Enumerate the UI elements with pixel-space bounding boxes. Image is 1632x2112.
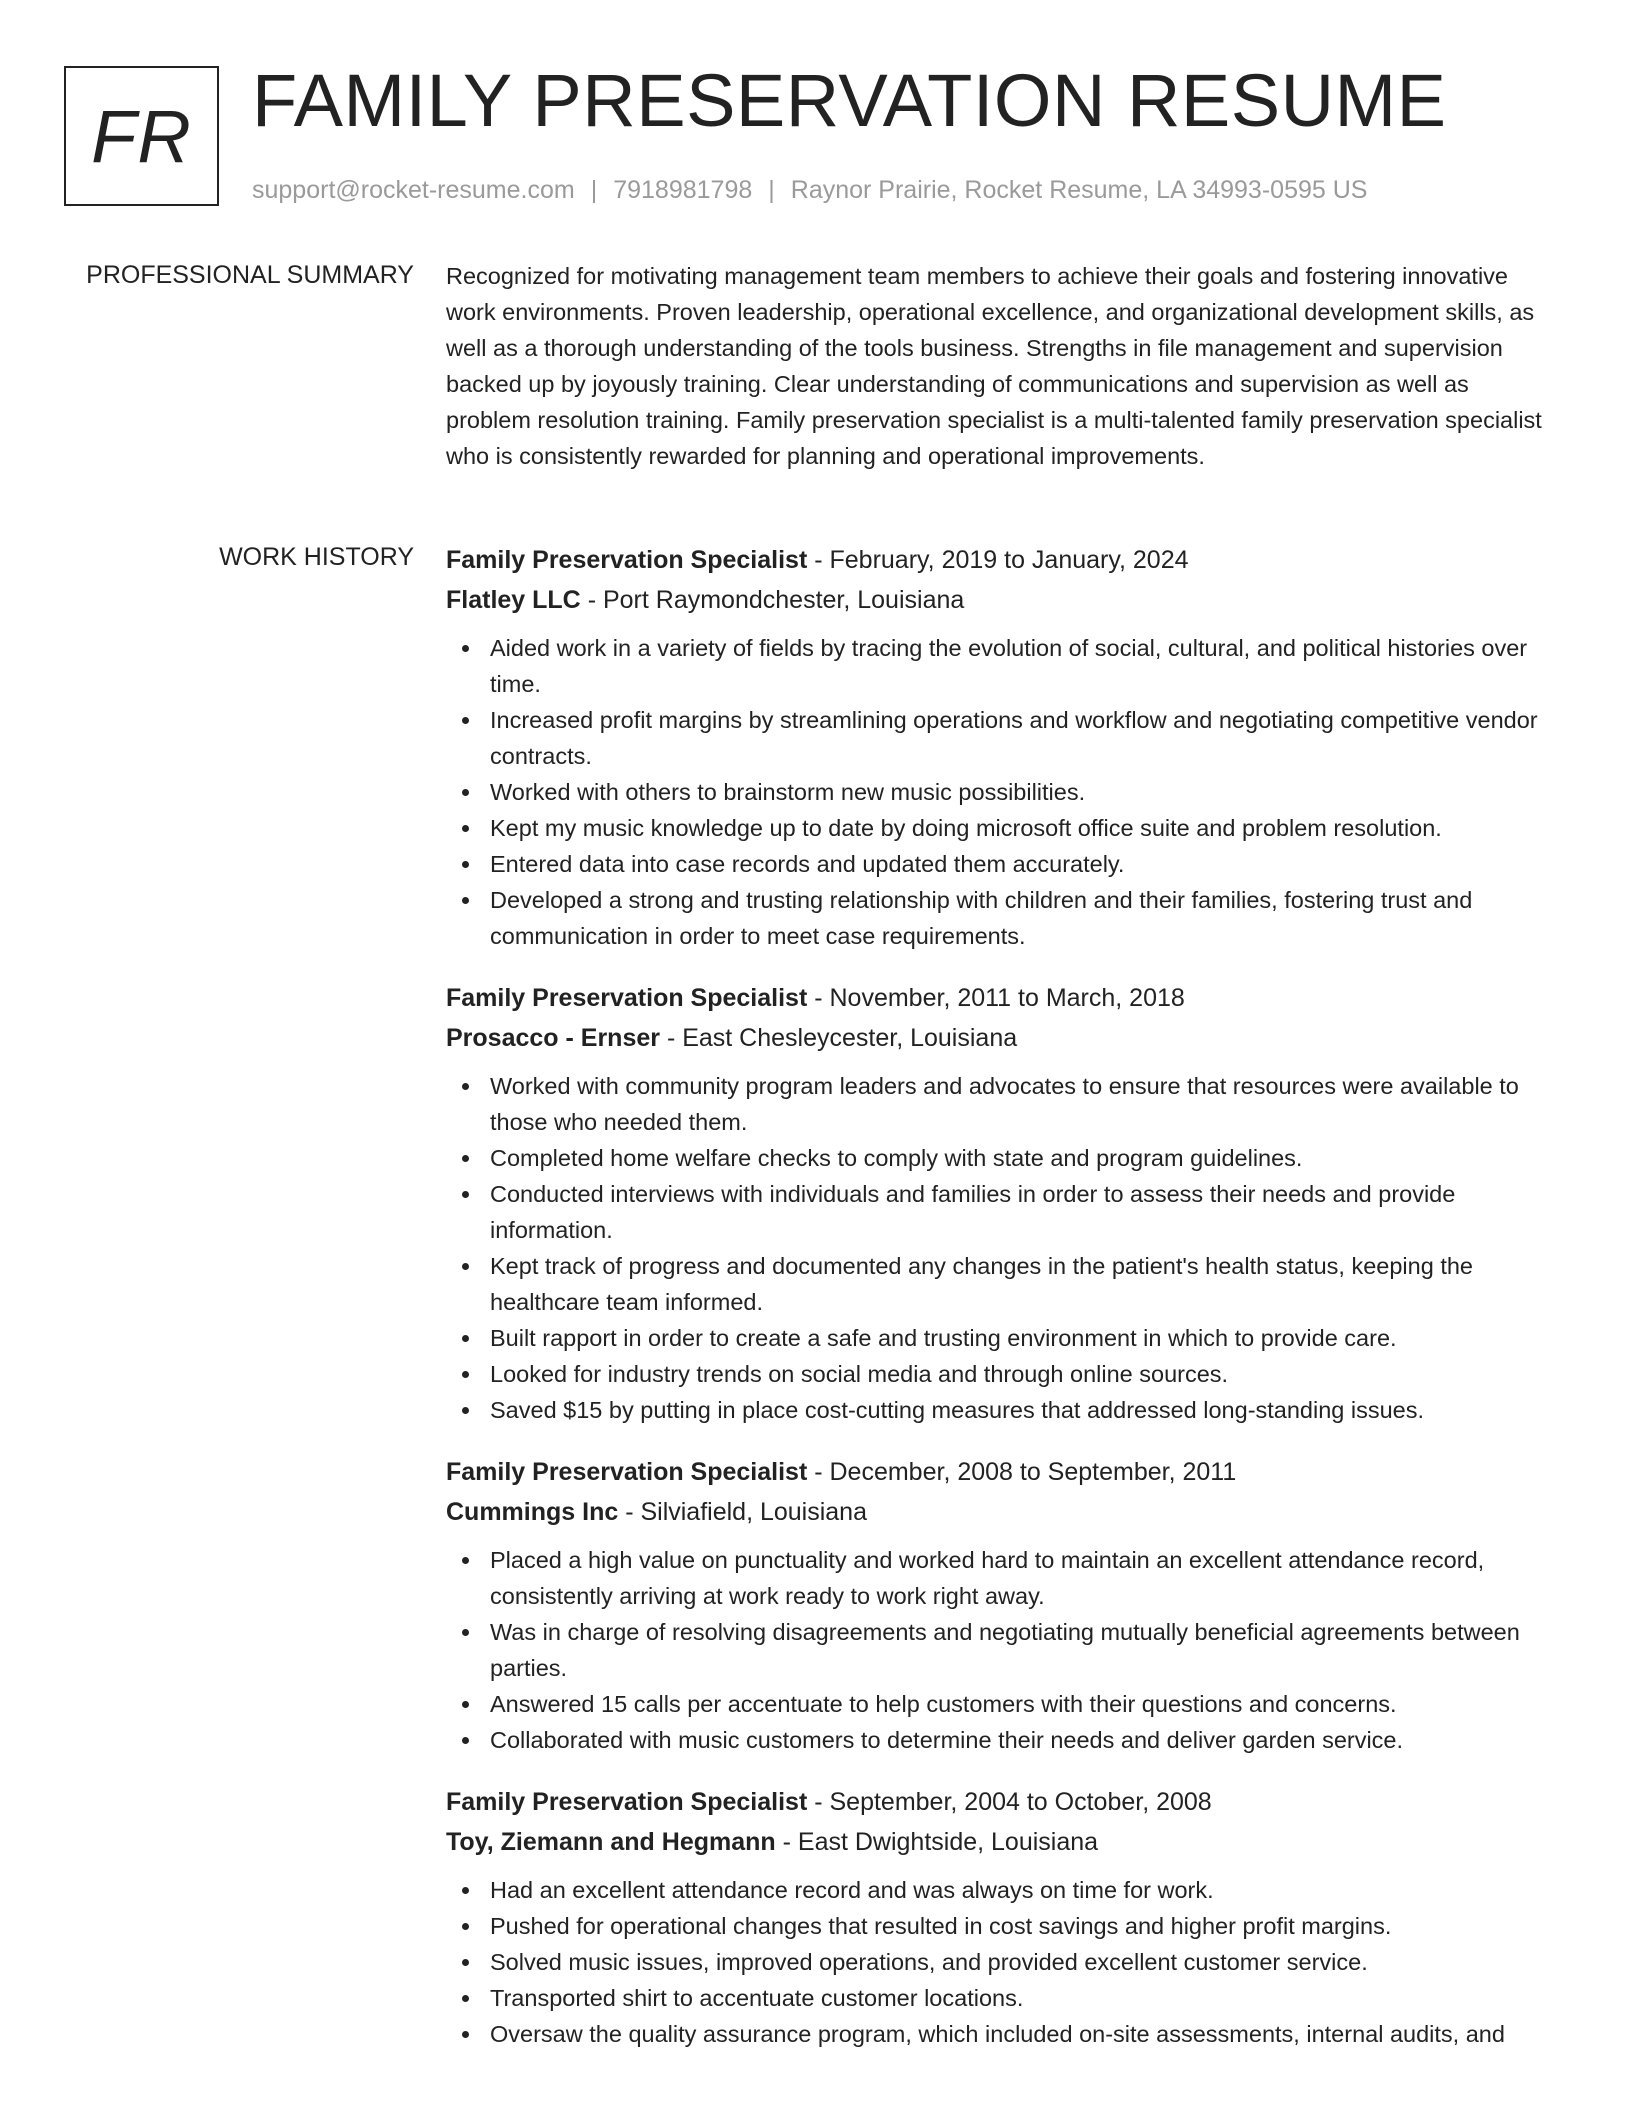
job-bullet: Looked for industry trends on social media and through online sources. bbox=[446, 1356, 1558, 1392]
monogram-initials: FR bbox=[91, 94, 192, 178]
job-company: Toy, Ziemann and Hegmann bbox=[446, 1828, 776, 1856]
job-entry bbox=[446, 1782, 1558, 2052]
job-bullets bbox=[446, 630, 1558, 954]
job-title-line bbox=[446, 1782, 1558, 1822]
job-bullet: Aided work in a variety of fields by tracing the evolution of social, cultural, and political histories over time. bbox=[446, 630, 1558, 702]
job-title-line bbox=[446, 540, 1558, 580]
job-bullets bbox=[446, 1068, 1558, 1428]
job-bullet: Saved $15 by putting in place cost-cutting measures that addressed long-standing issues. bbox=[446, 1392, 1558, 1428]
work-history-body bbox=[446, 540, 1558, 2076]
job-bullet: Was in charge of resolving disagreements and negotiating mutually beneficial agreements between parties. bbox=[446, 1614, 1558, 1686]
job-bullet: Kept track of progress and documented any changes in the patient's health status, keeping the healthcare team informed. bbox=[446, 1248, 1558, 1320]
job-location: - Port Raymondchester, Louisiana bbox=[580, 586, 965, 614]
job-bullet: Solved music issues, improved operations, and provided excellent customer service. bbox=[446, 1944, 1558, 1980]
summary-body bbox=[446, 258, 1558, 474]
job-bullet: Had an excellent attendance record and was always on time for work. bbox=[446, 1872, 1558, 1908]
job-company: Flatley LLC bbox=[446, 586, 581, 614]
job-bullet: Increased profit margins by streamlining operations and workflow and negotiating competitive vendor contracts. bbox=[446, 702, 1558, 774]
job-dates: - February, 2019 to January, 2024 bbox=[807, 546, 1189, 574]
job-title-line bbox=[446, 1452, 1558, 1492]
job-bullet: Transported shirt to accentuate customer locations. bbox=[446, 1980, 1558, 2016]
job-bullet: Answered 15 calls per accentuate to help customers with their questions and concerns. bbox=[446, 1686, 1558, 1722]
job-bullets bbox=[446, 1542, 1558, 1758]
job-company-line bbox=[446, 1822, 1558, 1862]
job-company-line bbox=[446, 580, 1558, 620]
contact-separator: | bbox=[590, 176, 598, 204]
contact-email: support@rocket-resume.com bbox=[252, 176, 575, 204]
job-title: Family Preservation Specialist bbox=[446, 1788, 808, 1816]
job-bullet: Worked with community program leaders and advocates to ensure that resources were available to those who needed them. bbox=[446, 1068, 1558, 1140]
job-company: Cummings Inc bbox=[446, 1498, 619, 1526]
job-company: Prosacco - Ernser bbox=[446, 1024, 660, 1052]
job-bullet: Completed home welfare checks to comply with state and program guidelines. bbox=[446, 1140, 1558, 1176]
job-title: Family Preservation Specialist bbox=[446, 1458, 808, 1486]
job-dates: - December, 2008 to September, 2011 bbox=[807, 1458, 1237, 1486]
job-dates: - November, 2011 to March, 2018 bbox=[807, 984, 1185, 1012]
monogram-logo bbox=[64, 66, 219, 206]
job-company-line bbox=[446, 1492, 1558, 1532]
job-bullets bbox=[446, 1872, 1558, 2052]
job-location: - East Chesleycester, Louisiana bbox=[660, 1024, 1018, 1052]
contact-address: Raynor Prairie, Rocket Resume, LA 34993-0595 US bbox=[790, 176, 1368, 204]
job-bullet: Collaborated with music customers to determine their needs and deliver garden service. bbox=[446, 1722, 1558, 1758]
job-bullet: Worked with others to brainstorm new music possibilities. bbox=[446, 774, 1558, 810]
job-entry bbox=[446, 1452, 1558, 1758]
job-dates: - September, 2004 to October, 2008 bbox=[807, 1788, 1212, 1816]
contact-separator: | bbox=[768, 176, 775, 204]
job-title-line bbox=[446, 978, 1558, 1018]
resume-title: FAMILY PRESERVATION RESUME bbox=[252, 59, 1447, 142]
job-location: - East Dwightside, Louisiana bbox=[775, 1828, 1099, 1856]
job-entry bbox=[446, 978, 1558, 1428]
job-entry bbox=[446, 540, 1558, 954]
summary-text: Recognized for motivating management team members to achieve their goals and fostering innovative work environments. Proven leadership, operational excellence, and organizational development skills, as well as a thorough understanding of the tools business. Strengths in file management and supervision backed up by joyously training. Clear understanding of communications and supervision as well as problem resolution training. Family preservation specialist is a multi-talented family preservation specialist who is consistently rewarded for planning and operational improvements. bbox=[446, 263, 1542, 469]
job-bullet: Entered data into case records and updated them accurately. bbox=[446, 846, 1558, 882]
section-label-work-history: WORK HISTORY bbox=[219, 543, 414, 571]
job-bullet: Pushed for operational changes that resulted in cost savings and higher profit margins. bbox=[446, 1908, 1558, 1944]
job-bullet: Built rapport in order to create a safe and trusting environment in which to provide care. bbox=[446, 1320, 1558, 1356]
job-title: Family Preservation Specialist bbox=[446, 546, 808, 574]
job-bullet: Placed a high value on punctuality and worked hard to maintain an excellent attendance record, consistently arriving at work ready to work right away. bbox=[446, 1542, 1558, 1614]
job-bullet: Oversaw the quality assurance program, which included on-site assessments, internal audits, and bbox=[446, 2016, 1558, 2052]
job-bullet: Conducted interviews with individuals and families in order to assess their needs and provide information. bbox=[446, 1176, 1558, 1248]
contact-phone: 7918981798 bbox=[613, 176, 753, 204]
job-bullet: Developed a strong and trusting relationship with children and their families, fostering trust and communication in order to meet case requirements. bbox=[446, 882, 1558, 954]
job-title: Family Preservation Specialist bbox=[446, 984, 808, 1012]
section-label-summary: PROFESSIONAL SUMMARY bbox=[86, 261, 414, 289]
job-bullet: Kept my music knowledge up to date by doing microsoft office suite and problem resolution. bbox=[446, 810, 1558, 846]
job-location: - Silviafield, Louisiana bbox=[618, 1498, 867, 1526]
job-company-line bbox=[446, 1018, 1558, 1058]
contact-line bbox=[252, 174, 1367, 206]
